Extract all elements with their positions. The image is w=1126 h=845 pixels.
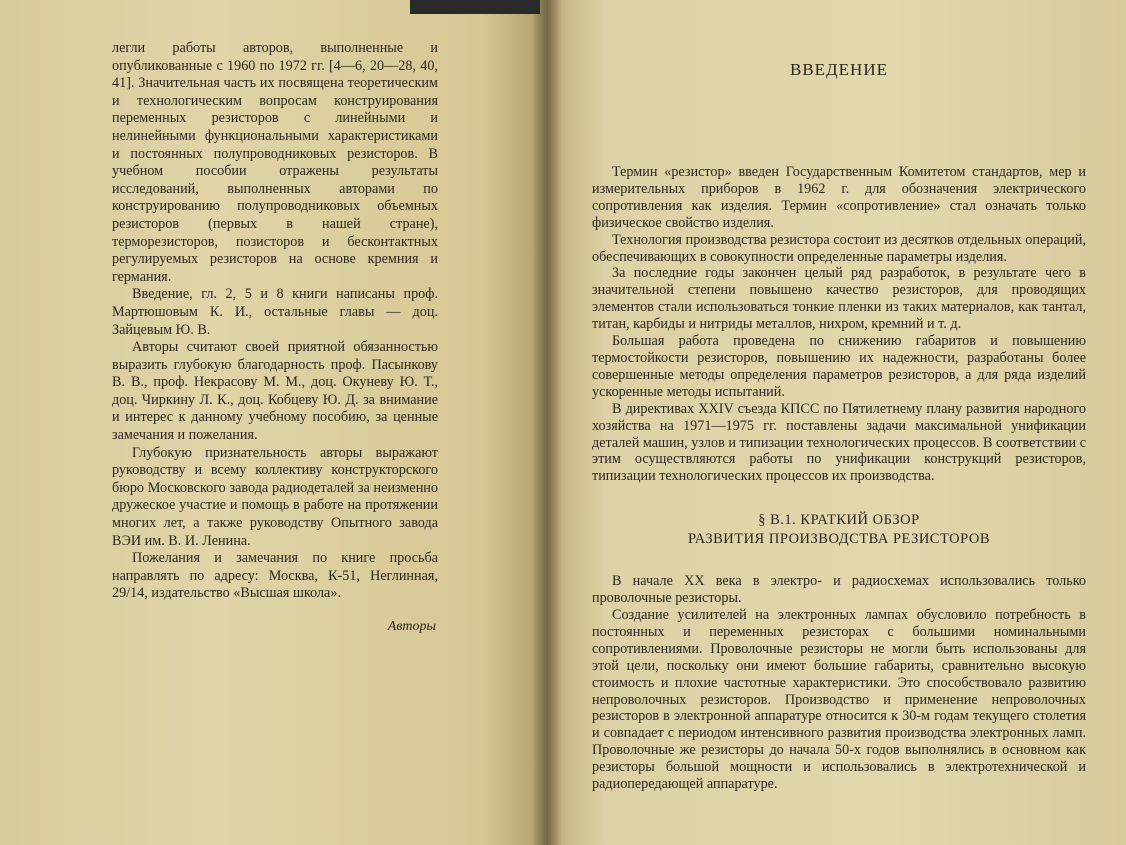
intro-paragraph: Термин «резистор» введен Государственным Комитетом стандартов, мер и измерительных приборов в 1962 г. для обозначения электрического сопротивления как изделия. Термин «сопротивление» стал означать только физическое свойство изделия. bbox=[592, 164, 1086, 231]
left-page-text bbox=[112, 40, 438, 603]
section-heading-line-2: РАЗВИТИЯ ПРОИЗВОДСТВА РЕЗИСТОРОВ bbox=[688, 531, 990, 548]
intro-paragraph: Большая работа проведена по снижению габаритов и повышению термостойкости резисторов, повышению их надежности, разработаны более совершенные методы определения параметров резисторов, а для ряда изделий ускоренные методы испытаний. bbox=[592, 333, 1086, 400]
intro-paragraph: В директивах XXIV съезда КПСС по Пятилетнему плану развития народного хозяйства на 1971—1975 гг. поставлены задачи максимальной унификации деталей машин, узлов и типизации технологических процессов. В соответствии с этим осуществляются работы по унификации конструкций резисторов, типизации технологических процессов их производства. bbox=[592, 400, 1086, 485]
left-paragraph: Глубокую признательность авторы выражают руководству и всему коллективу конструкторского бюро Московского завода радиодеталей за неизменно дружеское участие и помощь в работе на протяжении многих лет, а также руководству Опытного завода ВЭИ им. В. И. Ленина. bbox=[112, 444, 438, 549]
section-heading-line-1: § В.1. КРАТКИЙ ОБЗОР bbox=[758, 512, 920, 529]
authors-signature: Авторы bbox=[387, 619, 436, 634]
book-gutter-shadow bbox=[532, 0, 562, 845]
chapter-heading: ВВЕДЕНИЕ bbox=[790, 60, 888, 79]
left-paragraph: Пожелания и замечания по книге просьба направлять по адресу: Москва, К-51, Неглинная, 29/14, издательство «Высшая школа». bbox=[112, 550, 438, 602]
left-page bbox=[0, 0, 548, 845]
section-paragraph: Создание усилителей на электронных лампах обусловило потребность в постоянных и переменных резисторах с большими номинальными сопротивлениями. Проволочные резисторы не могли быть использованы для этой цели, поскольку они имеют большие габариты, сравнительно высокую стоимость и плохие частотные характеристики. Это способствовало развитию непроволочных резисторов. Производство и применение непроволочных резисторов в электронной аппаратуре относится к 30-м годам текущего столетия и совпадает с периодом интенсивного развития производства электронных ламп. Проволочные же резисторы до начала 50-х годов выполнялись в основном как резисторы большой мощности и использовались в электротехнической и радиопередающей аппаратуре. bbox=[592, 607, 1086, 793]
intro-text bbox=[592, 164, 1086, 485]
section-text bbox=[592, 573, 1086, 793]
left-paragraph: Введение, гл. 2, 5 и 8 книги написаны проф. Мартюшовым К. И., остальные главы — доц. Зайцевым Ю. В. bbox=[112, 286, 438, 338]
intro-paragraph: За последние годы закончен целый ряд разработок, в результате чего в значительной степени повышено качество резисторов, для проводящих элементов стали использоваться тонкие пленки из таких материалов, как тантал, титан, карбиды и нитриды металлов, нихром, кремний и т. д. bbox=[592, 265, 1086, 333]
intro-paragraph: Технология производства резистора состоит из десятков отдельных операций, обеспечивающих в совокупности определенные параметры изделия. bbox=[592, 231, 1086, 265]
left-paragraph: Авторы считают своей приятной обязанностью выразить глубокую благодарность проф. Пасынкову В. В., проф. Некрасову М. М., доц. Окуневу Ю. Т., доц. Чиркину Л. К., доц. Кобцеву Ю. Д. за внимание и интерес к данному учебному пособию, за ценные замечания и пожелания. bbox=[112, 339, 438, 444]
section-heading bbox=[592, 511, 1086, 549]
left-paragraph: легли работы авторов, выполненные и опубликованные с 1960 по 1972 гг. [4—6, 20—28, 40, 41]. Значительная часть их посвящена теоретическим и технологическим вопросам конструирования переменных резисторов с линейными и нелинейными функциональными характеристиками и постоянных полупроводниковых резисторов. В учебном пособии отражены результаты исследований, выполненных авторами по конструированию полупроводниковых объемных резисторов (первых в нашей стране), терморезисторов, позисторов и бесконтактных регулируемых резисторов на основе кремния и германия. bbox=[112, 40, 438, 285]
right-page bbox=[548, 0, 1126, 845]
background-edge bbox=[410, 0, 540, 14]
section-paragraph: В начале XX века в электро- и радиосхемах использовались только проволочные резисторы. bbox=[592, 573, 1086, 607]
